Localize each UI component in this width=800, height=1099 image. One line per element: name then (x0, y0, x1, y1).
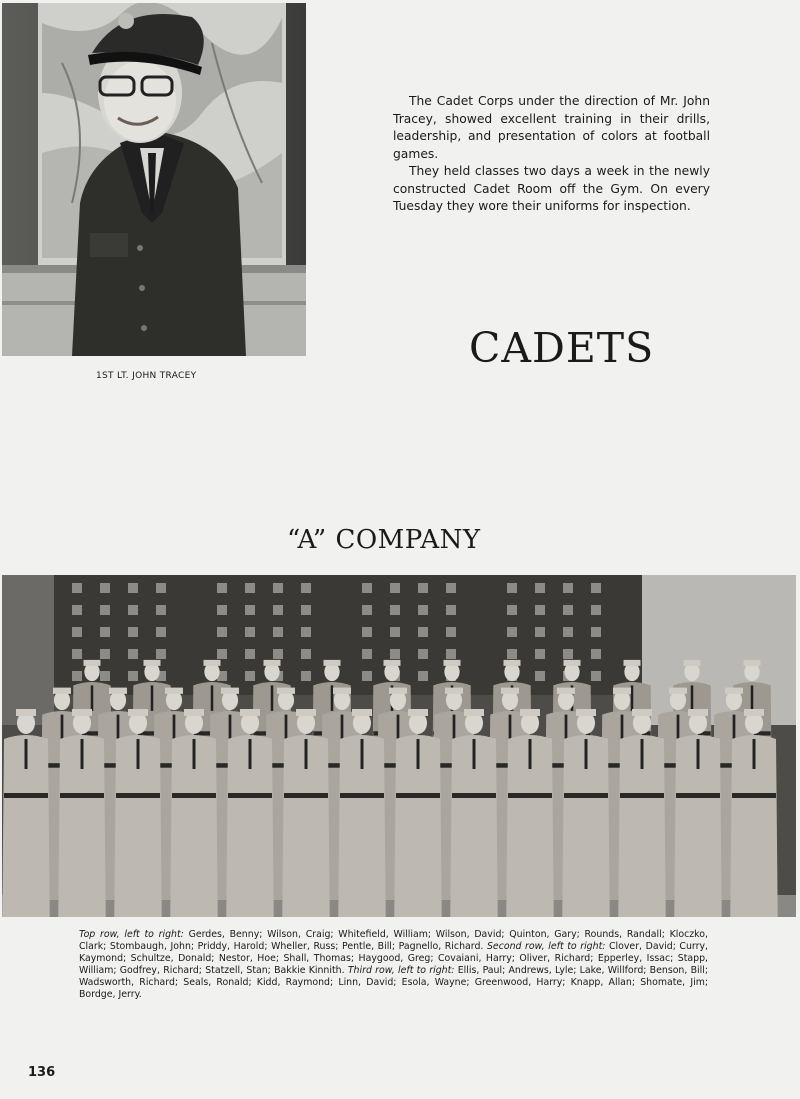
cadet-figure (58, 709, 106, 917)
cadet-figure (450, 709, 498, 917)
cadet-figure (730, 709, 778, 917)
page-number: 136 (28, 1065, 56, 1080)
roster-caption (79, 929, 708, 1001)
cadet-figure (114, 709, 162, 917)
company-group-photo (2, 575, 796, 917)
intro-text (393, 93, 710, 216)
cadet-figure (2, 709, 50, 917)
roster-label-third-row: Third row, left to right: (347, 965, 455, 976)
cadet-figure (618, 709, 666, 917)
roster-names-second-row: Clover, David; Curry, Kaymond; Schultze, Donald; Nestor, Hoe; Shall, Thomas; Haygood, Greg; Covaiani, Harry; Oliver, Richard; Epperley, Issac; Stapp, William; Godfrey, Richard; Statzell, Stan; Bakkie Kinnith. (79, 941, 708, 976)
cadet-figure (338, 709, 386, 917)
cadet-figure (394, 709, 442, 917)
cadet-figure (562, 709, 610, 917)
company-group-illustration (2, 575, 796, 917)
officer-portrait-photo (2, 3, 306, 356)
cadet-figure (506, 709, 554, 917)
roster-names-top-row: Gerdes, Benny; Wilson, Craig; Whitefield, William; Wilson, David; Quinton, Gary; Rounds, Randall; Kloczko, Clark; Stombaugh, John; Priddy, Harold; Wheller, Russ; Pentle, Bill; Pagnello, Richard. (79, 929, 708, 952)
officer-portrait-illustration (2, 3, 306, 356)
section-heading: “A” COMPANY (287, 525, 481, 555)
cadet-figure (674, 709, 722, 917)
roster-label-second-row: Second row, left to right: (486, 941, 606, 952)
intro-paragraph-2: They held classes two days a week in the newly constructed Cadet Room off the Gym. On every Tuesday they wore their uniforms for inspection. (393, 164, 710, 213)
cadet-figure (170, 709, 218, 917)
page-title: CADETS (469, 324, 655, 372)
cadet-figure (282, 709, 330, 917)
roster-names-third-row: Ellis, Paul; Andrews, Lyle; Lake, Willford; Benson, Bill; Wadsworth, Richard; Seals, Ronald; Kidd, Raymond; Linn, David; Esola, Wayne; Greenwood, Harry; Knapp, Allan; Shomate, Jim; Bordge, Jerry. (79, 965, 709, 1000)
officer-photo-caption: 1ST LT. JOHN TRACEY (96, 371, 197, 381)
intro-paragraph-1: The Cadet Corps under the direction of Mr. John Tracey, showed excellent training in their drills, leadership, and presentation of colors at football games. (393, 94, 710, 161)
roster-label-top-row: Top row, left to right: (79, 929, 184, 940)
cadet-figure (226, 709, 274, 917)
